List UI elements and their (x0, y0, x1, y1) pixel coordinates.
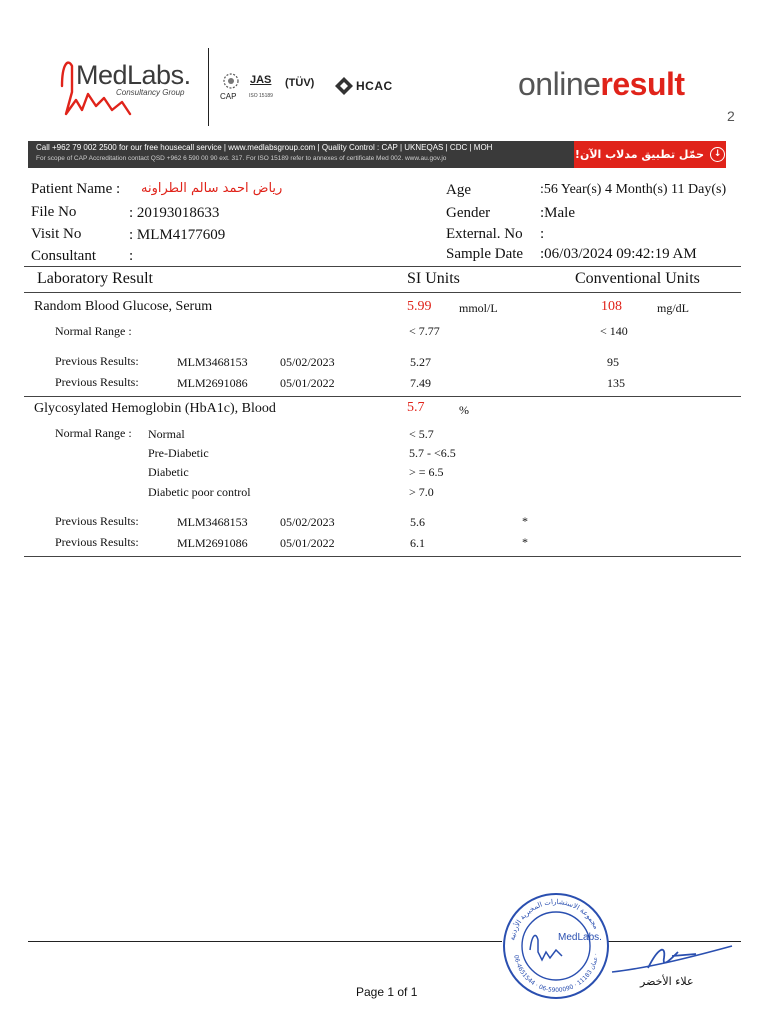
range-category: Diabetic (148, 465, 189, 479)
stamp-seal-icon (500, 890, 612, 1002)
test-divider (24, 396, 741, 397)
previous-date: 05/02/2023 (280, 515, 335, 529)
previous-conv: 95 (607, 355, 619, 369)
app-download-label: حمّل تطبيق مدلاب الآن! (574, 148, 705, 161)
previous-conv: * (522, 514, 528, 528)
col-conventional-units: Conventional Units (575, 270, 700, 287)
range-value: < 5.7 (409, 427, 434, 441)
normal-range-si: < 7.77 (409, 324, 440, 338)
test-name: Random Blood Glucose, Serum (34, 299, 213, 314)
si-unit: mmol/L (459, 301, 498, 315)
previous-label: Previous Results: (55, 354, 139, 368)
logo-name: MedLabs. (76, 60, 191, 90)
stamp-numbers-text: 06-4651544 · 06-5900090 · · عمان 11183 (512, 952, 600, 995)
previous-si: 5.6 (410, 515, 425, 529)
previous-conv: 135 (607, 376, 625, 390)
online-result-title (518, 66, 685, 103)
visit-no-value: : MLM4177609 (129, 227, 226, 243)
external-no-value: : (540, 226, 545, 242)
consultant-value: : (129, 248, 134, 264)
gender-value: :Male (540, 205, 575, 221)
banner-line-2: For scope of CAP Accreditation contact QSD +962 6 590 00 90 ext. 317. For ISO 15189 refer to annexes of certificate Med 002. www.au.gov.jo (36, 155, 447, 162)
previous-visit: MLM3468153 (177, 515, 248, 529)
accreditation-tuv: (TÜV) (285, 77, 315, 89)
lab-stamp (500, 890, 612, 1002)
previous-si: 7.49 (410, 376, 431, 390)
accreditation-jas: JAS (250, 74, 272, 86)
header-divider (208, 48, 209, 126)
accreditation-hcac: HCAC (356, 79, 393, 93)
info-divider (24, 266, 741, 267)
previous-date: 05/02/2023 (280, 355, 335, 369)
previous-visit: MLM3468153 (177, 355, 248, 369)
hcac-diamond-icon (334, 76, 354, 96)
col-laboratory-result: Laboratory Result (37, 270, 153, 287)
age-value: :56 Year(s) 4 Month(s) 11 Day(s) (540, 182, 727, 197)
app-download-button[interactable] (574, 141, 726, 168)
previous-si: 5.27 (410, 355, 431, 369)
accreditation-iso: ISO 15189 (249, 93, 273, 99)
title-light: online (518, 66, 601, 102)
normal-range-conv: < 140 (600, 324, 628, 338)
header-divider-line (24, 292, 741, 293)
si-unit: % (459, 403, 469, 417)
tuv-label: TÜV (288, 77, 311, 89)
patient-name-value: رياض احمد سالم الطراونه (141, 181, 283, 196)
accreditation-cap: CAP (220, 92, 237, 101)
signer-name: علاء الأخضر (640, 975, 694, 988)
page-footer: Page 1 of 1 (356, 985, 418, 999)
normal-range-label: Normal Range : (55, 426, 132, 440)
external-no-label: External. No (446, 226, 523, 242)
signature-line-left (28, 941, 502, 942)
range-category: Diabetic poor control (148, 485, 251, 499)
previous-label: Previous Results: (55, 375, 139, 389)
normal-range-label: Normal Range : (55, 324, 132, 338)
patient-name-label-text: Patient Name (31, 181, 113, 197)
range-category: Pre-Diabetic (148, 446, 209, 460)
si-result-value: 5.99 (407, 299, 432, 314)
previous-date: 05/01/2022 (280, 376, 335, 390)
previous-date: 05/01/2022 (280, 536, 335, 550)
download-icon: ↓ (710, 147, 725, 162)
title-bold: result (600, 66, 685, 102)
test-name: Glycosylated Hemoglobin (HbA1c), Blood (34, 401, 276, 416)
consultant-label: Consultant (31, 248, 97, 264)
age-label: Age (446, 182, 471, 198)
conv-result-value: 108 (601, 299, 622, 314)
previous-si: 6.1 (410, 536, 425, 550)
si-result-value: 5.7 (407, 400, 425, 415)
previous-label: Previous Results: (55, 535, 139, 549)
patient-name-label: Patient Name : (31, 181, 121, 197)
sample-date-label: Sample Date (446, 246, 524, 262)
range-value: > = 6.5 (409, 465, 444, 479)
previous-conv: * (522, 535, 528, 549)
results-end-divider (24, 556, 741, 557)
previous-label: Previous Results: (55, 514, 139, 528)
col-si-units: SI Units (407, 270, 460, 287)
previous-visit: MLM2691086 (177, 536, 248, 550)
conv-unit: mg/dL (657, 301, 689, 315)
previous-visit: MLM2691086 (177, 376, 248, 390)
page-number: 2 (727, 108, 735, 124)
stamp-arabic-text: مجموعة الاستشارات المخبرية الأردنية (508, 897, 601, 942)
range-category: Normal (148, 427, 185, 441)
logo-tagline: Consultancy Group (116, 88, 185, 97)
range-value: > 7.0 (409, 485, 434, 499)
file-no-value: : 20193018633 (129, 205, 220, 221)
stamp-logo: MedLabs. (558, 932, 602, 943)
gender-label: Gender (446, 205, 491, 221)
cap-logo-icon (222, 72, 240, 90)
sample-date-value: :06/03/2024 09:42:19 AM (540, 246, 697, 262)
file-no-label: File No (31, 204, 77, 220)
signature-icon (608, 938, 738, 978)
range-value: 5.7 - <6.5 (409, 446, 456, 460)
banner-line-1: Call +962 79 002 2500 for our free housecall service | www.medlabsgroup.com | Quality Control : CAP | UKNEQAS | CDC | MOH (36, 143, 493, 152)
visit-no-label: Visit No (31, 226, 82, 242)
